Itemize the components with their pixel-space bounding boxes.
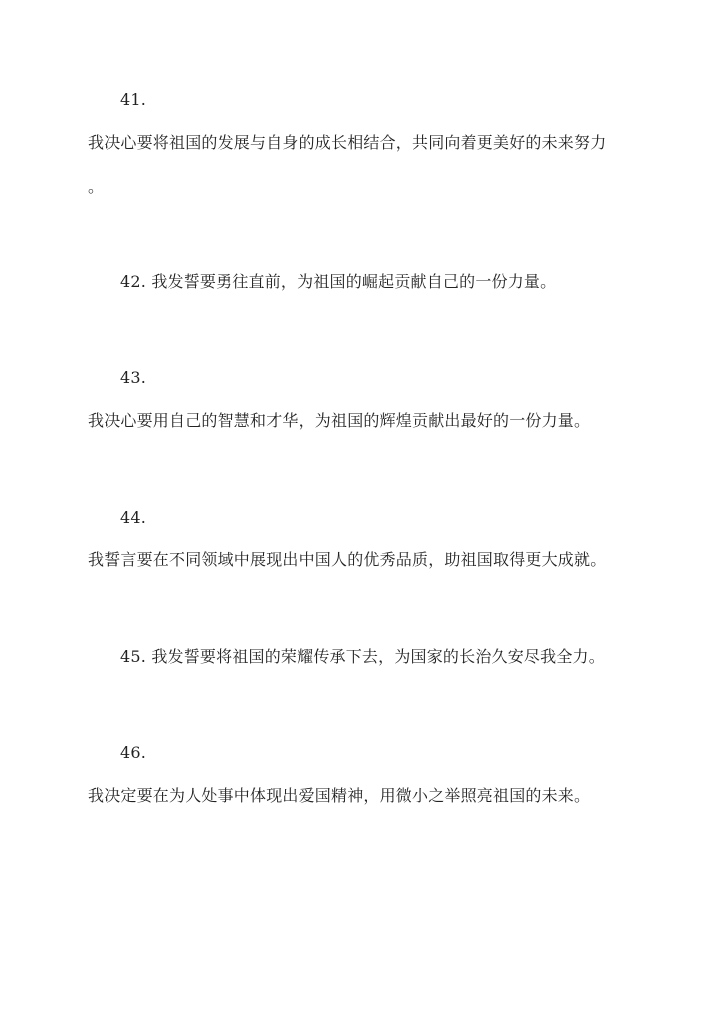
- item-41-text: 我决心要将祖国的发展与自身的成长相结合，共同向着更美好的未来努力: [88, 133, 607, 152]
- item-46-number: 46.: [120, 743, 147, 762]
- item-45-text: 45. 我发誓要将祖国的荣耀传承下去，为国家的长治久安尽我全力。: [120, 647, 605, 666]
- item-46-text: 我决定要在为人处事中体现出爱国精神，用微小之举照亮祖国的未来。: [88, 786, 591, 805]
- item-41-continuation: 。: [88, 177, 105, 196]
- item-43-text: 我决心要用自己的智慧和才华，为祖国的辉煌贡献出最好的一份力量。: [88, 411, 591, 430]
- item-44-text: 我誓言要在不同领域中展现出中国人的优秀品质，助祖国取得更大成就。: [88, 550, 607, 569]
- item-43-number: 43.: [120, 368, 147, 387]
- item-44-number: 44.: [120, 508, 147, 527]
- item-41-number: 41.: [120, 90, 147, 109]
- item-42-text: 42. 我发誓要勇往直前，为祖国的崛起贡献自己的一份力量。: [120, 272, 557, 291]
